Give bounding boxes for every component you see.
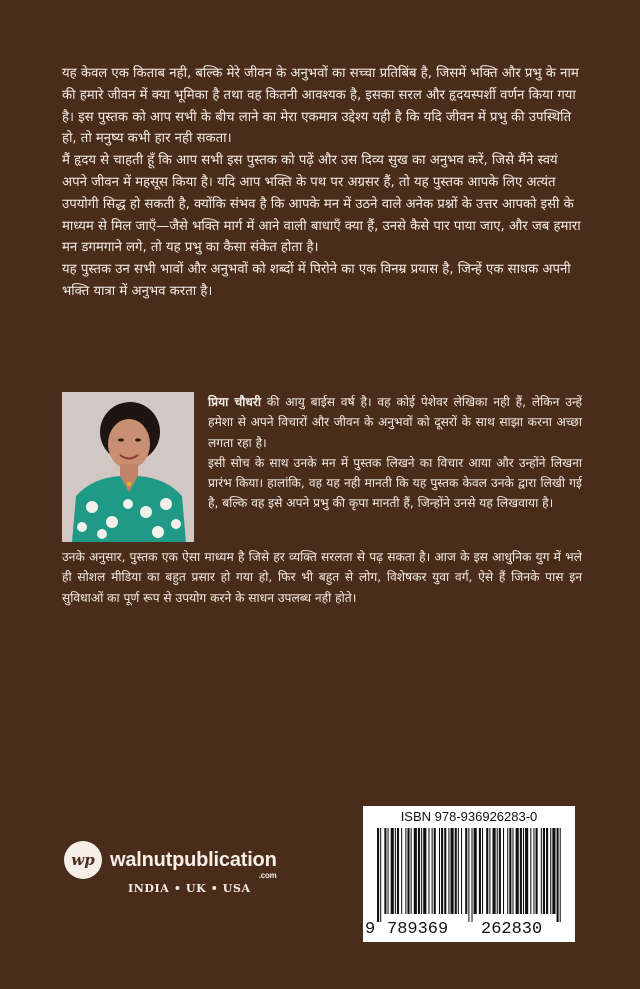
barcode-bar bbox=[421, 828, 422, 914]
barcode-bar bbox=[391, 828, 394, 914]
barcode-bar bbox=[455, 828, 457, 914]
publisher-dotcom: .com bbox=[258, 870, 277, 880]
barcode-bar bbox=[388, 828, 389, 914]
barcode-bar bbox=[434, 828, 436, 914]
author-paragraph-2: इसी सोच के साथ उनके मन में पुस्तक लिखने का विचार आया और उन्होंने लिखना प्रारंभ किया। हालांकि, वह यह नही मानती कि यह पुस्तक केवल उनके द्वारा लिखी गई है, बल्कि वह इसे अपने प्रभु की कृपा मानती हैं, जिन्होंने उनसे यह लिखवाया है। bbox=[208, 455, 582, 511]
isbn-label: ISBN 978-936926283-0 bbox=[400, 809, 538, 824]
barcode-bar bbox=[525, 828, 528, 914]
blurb-paragraph-1: यह केवल एक किताब नही, बल्कि मेरे जीवन के अनुभवों का सच्चा प्रतिबिंब है, जिसमें भक्ति और प्रभु के नाम की हमारे जीवन में क्या भूमिका है तथा वह कितनी आवश्यक है, इसका सरल और हृदयस्पर्शी वर्णन किया गया है। इस पुस्तक को आप सभी के बीच लाने का मेरा एकमात्र उद्देश्य यही है कि यदि जीवन में प्रभु की उपस्थिति हो, तो मनुष्य कभी हार नही सकता। bbox=[62, 66, 579, 147]
barcode-bar bbox=[533, 828, 534, 914]
barcode-bar bbox=[439, 828, 440, 914]
barcode-bar bbox=[520, 828, 522, 914]
publisher-name bbox=[110, 848, 277, 880]
barcode-bar bbox=[489, 828, 490, 914]
barcode-bar bbox=[546, 828, 548, 914]
barcode-bar bbox=[397, 828, 399, 914]
barcode-bar bbox=[552, 828, 555, 914]
barcode-bar bbox=[507, 828, 508, 914]
barcode-digits-right: 262830 bbox=[481, 920, 543, 939]
barcode-bar bbox=[486, 828, 488, 914]
barcode-bar bbox=[395, 828, 396, 914]
barcode-bar bbox=[432, 828, 433, 914]
barcode-bar bbox=[441, 828, 443, 914]
author-name: प्रिया चौधरी bbox=[208, 395, 262, 409]
barcode-digit-first: 9 bbox=[365, 920, 376, 939]
author-bio bbox=[62, 392, 582, 546]
barcode-bar bbox=[503, 828, 504, 914]
barcode-bar bbox=[479, 828, 481, 914]
barcode-bar bbox=[523, 828, 524, 914]
publisher-logo bbox=[64, 840, 277, 880]
blurb-paragraph-2: मैं हृदय से चाहती हूँ कि आप सभी इस पुस्तक को पढ़ें और उस दिव्य सुख का अनुभव करें, जिसे मैंने स्वयं अपने जीवन में महसूस किया है। यदि आप भक्ति के पथ पर अग्रसर हैं, तो यह पुस्तक आपके लिए अत्यंत उपयोगी सिद्ध हो सकती है, क्योंकि संभव है कि आपके मन में उठने वाले अनेक प्रश्नों के उत्तर आपको इसी के माध्यम से मिल जाएँ—जैसे भक्ति मार्ग में आने वाली बाधाएँ क्या हैं, उनसे कैसे पार पाया जाए, और जब हमारा मन डगमगाने लगे, तो यह प्रभु का कैसा संकेत होता है। bbox=[62, 153, 581, 256]
barcode-bar bbox=[451, 828, 454, 914]
barcode-bar bbox=[474, 828, 477, 914]
barcode-digits-left: 789369 bbox=[387, 920, 449, 939]
barcode-bar bbox=[458, 828, 459, 914]
barcode-bar bbox=[407, 828, 409, 914]
barcode-bar bbox=[411, 828, 412, 914]
publisher-name-text: walnutpublication bbox=[110, 848, 277, 871]
barcode-bar bbox=[493, 828, 496, 914]
barcode-bar bbox=[482, 828, 483, 914]
barcode-bar bbox=[497, 828, 498, 914]
barcode-bar bbox=[560, 828, 561, 922]
barcode-bar bbox=[414, 828, 417, 914]
author-paragraph-3: उनके अनुसार, पुस्तक एक ऐसा माध्यम है जिसे हर व्यक्ति सरलता से पढ़ सकता है। आज के इस आधुनिक युग में भले ही सोशल मीडिया का बहुत प्रसार हो गया हो, फिर भी बहुत से लोग, विशेषकर युवा वर्ग, ऐसे हैं जिनके पास इन सुविधाओं का पूर्ण रूप से उपयोग करने के साधन उपलब्ध नही होते। bbox=[62, 550, 582, 605]
barcode-bar bbox=[472, 828, 473, 922]
barcode-bar bbox=[380, 828, 381, 922]
barcode-bar bbox=[384, 828, 386, 914]
barcode-bar bbox=[465, 828, 467, 914]
publisher-logo-mark: wp bbox=[64, 841, 102, 879]
barcode-bar bbox=[557, 828, 559, 922]
barcode-bar bbox=[405, 828, 406, 914]
barcode-bar bbox=[448, 828, 449, 914]
barcode-bar bbox=[423, 828, 426, 914]
author-photo bbox=[62, 392, 194, 542]
barcode-bar bbox=[444, 828, 446, 914]
barcode-bar bbox=[543, 828, 545, 914]
barcode-bars bbox=[373, 828, 565, 922]
isbn-barcode bbox=[363, 806, 575, 942]
barcode-bar bbox=[530, 828, 531, 914]
blurb-paragraph-3: यह पुस्तक उन सभी भावों और अनुभवों को शब्दों में पिरोने का एक विनम्र प्रयास है, जिन्हें एक साधक अपनी भक्ति यात्रा में अनुभव करता है। bbox=[62, 262, 571, 299]
barcode-bar bbox=[377, 828, 379, 922]
barcode-bar bbox=[541, 828, 542, 914]
barcode-bar bbox=[428, 828, 429, 914]
publisher-regions: INDIA • UK • USA bbox=[128, 882, 251, 895]
barcode-bar bbox=[461, 828, 462, 914]
barcode-bar bbox=[512, 828, 513, 914]
author-bio-continued bbox=[62, 547, 582, 608]
barcode-bar bbox=[509, 828, 511, 914]
barcode-bar bbox=[418, 828, 420, 914]
barcode-bar bbox=[401, 828, 402, 914]
barcode-bar bbox=[550, 828, 551, 914]
barcode-bar bbox=[536, 828, 538, 914]
author-intro-text: की आयु बाईस वर्ष है। वह कोई पेशेवर लेखिका नही हैं, लेकिन उन्हें हमेशा से अपने विचारों और जीवन के अनुभवों को दूसरों के साथ साझा करना अच्छा लगता रहा है। bbox=[208, 395, 582, 450]
back-cover-blurb bbox=[62, 63, 582, 303]
barcode-bar bbox=[516, 828, 519, 914]
barcode-bar bbox=[499, 828, 501, 914]
barcode-bar bbox=[468, 828, 469, 922]
